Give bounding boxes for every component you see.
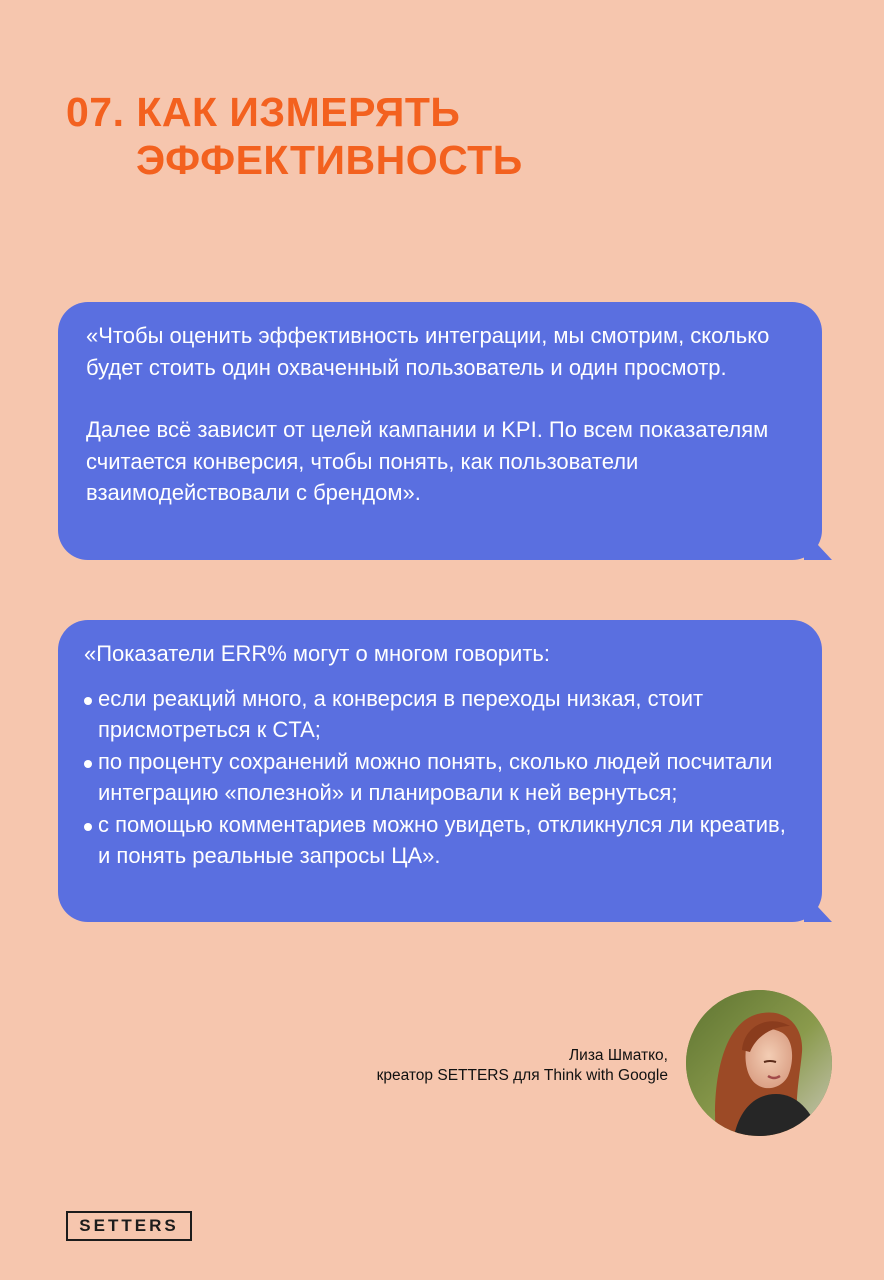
list-item xyxy=(84,683,800,746)
page-title xyxy=(66,88,523,184)
author-role: креатор SETTERS для Think with Google xyxy=(376,1067,668,1084)
quote-bubble-1 xyxy=(58,302,822,560)
title-line-1: 07. КАК ИЗМЕРЯТЬ xyxy=(66,89,461,135)
quote1-paragraph-2: Далее всё зависит от целей кампании и KPI. По всем показателям считается конверсия, чтобы понять, как пользователи взаимодействовали с брендом». xyxy=(86,417,769,505)
list-item-text: по проценту сохранений можно понять, сколько людей посчитали интеграцию «полезной» и планировали к ней вернуться; xyxy=(98,748,773,805)
bullet-icon xyxy=(84,697,92,705)
list-item-text: с помощью комментариев можно увидеть, откликнулся ли креатив, и понять реальные запросы ЦА». xyxy=(98,811,786,868)
bullet-icon xyxy=(84,760,92,768)
list-item xyxy=(84,809,800,872)
quote2-list xyxy=(84,683,800,872)
quote1-paragraph-1: «Чтобы оценить эффективность интеграции, мы смотрим, сколько будет стоить один охваченный пользователь и один просмотр. xyxy=(86,323,770,380)
author-photo xyxy=(686,990,832,1136)
quote2-lead: «Показатели ERR% могут о многом говорить: xyxy=(84,641,550,666)
bullet-icon xyxy=(84,823,92,831)
list-item xyxy=(84,746,800,809)
quote-bubble-2 xyxy=(58,620,822,922)
bubble-tail xyxy=(804,530,832,560)
list-item-text: если реакций много, а конверсия в переходы низкая, стоит присмотреться к CTA; xyxy=(98,685,704,742)
bubble-tail xyxy=(804,892,832,922)
setters-logo: SETTERS xyxy=(66,1211,192,1241)
avatar xyxy=(686,990,832,1136)
author-caption xyxy=(377,1046,668,1086)
author-name: Лиза Шматко, xyxy=(569,1047,668,1064)
title-line-2: ЭФФЕКТИВНОСТЬ xyxy=(136,137,523,183)
